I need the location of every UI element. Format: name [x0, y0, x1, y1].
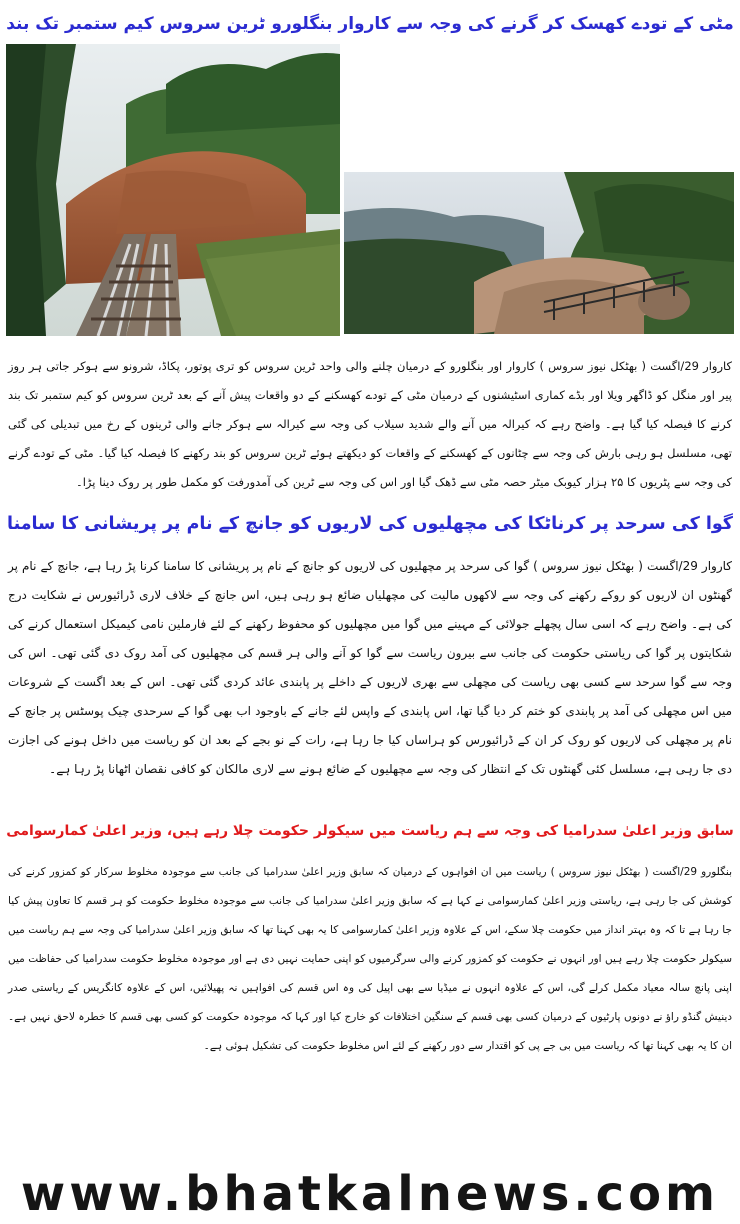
story1-body: کاروار 29/اگست ( بھٹکل نیوز سروس ) کاروار اور بنگلورو کے درمیان چلنے والی واحد ٹرین سروس کو تری پوتور، پکاڈ، شرونو سے ہوکر جاتی ہر روز پیر اور منگل کو ڈاگھر ویلا اور بڈے کماری اسٹیشنوں کے درمیان مٹی کے تودے کھسکنے کے دو واقعات پیش آنے کے بعد ٹرین سروس کو کیم ستمبر تک بند کرنے کا فیصلہ کیا گیا ہے۔ واضح رہے کہ کیرالہ میں آنے والے شدید سیلاب کی وجہ سے کیرالہ سے ہوکر جانے والی ٹرینوں کے رخ میں تبدیلی کی گئی تھی، مسلسل ہو رہی بارش کی وجہ سے چٹانوں کے کھسکنے کے واقعات کو دیکھتے ہوئے ٹرین سروس کو بند رکھنے کا فیصلہ کیا گیا۔ مٹی کے تودے گرنے کی وجہ سے پٹریوں کا ۲۵ ہزار کیوبک میٹر حصہ مٹی سے ڈھک گیا اور اس کی وجہ سے ٹرین کی آمدورفت کو مکمل طور پر روک دینا پڑا۔ — [8, 359, 732, 489]
story3-headline: سابق وزیر اعلیٰ سدرامیا کی وجہ سے ہم ریاست میں سیکولر حکومت چلا رہے ہیں، وزیر اعلیٰ کمارسوامی — [6, 823, 734, 839]
story1-headline: مٹی کے تودے کھسک کر گرنے کی وجہ سے کاروار بنگلورو ٹرین سروس کیم ستمبر تک بند — [6, 14, 734, 34]
website-url[interactable]: www.bhatkalnews.com — [20, 1166, 720, 1222]
story2-body: کاروار 29/اگست ( بھٹکل نیوز سروس ) گوا کی سرحد پر مچھلیوں کی لاریوں کو جانچ کے نام پر پریشانی کا سامنا کرنا پڑ رہا ہے، جانچ کے نام پر گھنٹوں ان لاریوں کو روکے رکھنے کی وجہ سے لاکھوں مالیت کی مچھلیاں ضائع ہو رہی ہیں، اس جانچ کے خلاف لاری ڈرائیورس نے شکایت درج کی ہے۔ واضح رہے کہ اسی سال پچھلے جولائی کے مہینے میں گوا میں مچھلیوں کو محفوظ رکھنے کے لئے فارملین نامی کیمیکل استعمال کرنے کی شکایتوں پر گوا کی ریاستی حکومت کی جانب سے بیرون ریاست سے گوا کو آنے والی ہر قسم کی مچھلیوں کی آمد روک دی گئی تھی۔ اس کی وجہ سے گوا سرحد سے کسی بھی ریاست کی مچھلی سے بھری لاریوں کے داخلے پر پابندی عائد کردی گئی تھی۔ اس کے بعد اگست کے شروعات میں اس مچھلی کی آمد پر پابندی کو ختم کر دیا گیا تھا، اس پابندی کے واپس لئے جانے کے باوجود اب بھی گوا کے سرحدی چیک پوسٹس پر جانچ کے نام پر مچھلی کی لاریوں کو روک کر ان کے ڈرائیورس کو ہراساں کیا جا رہا ہے، رات کے نو بجے کے بعد ان کو ریاست میں داخل ہونے کی اجازت دی جا رہی ہے، مسلسل کئی گھنٹوں تک کے انتظار کی وجہ سے مچھلیوں کے ضائع ہونے سے لاری مالکان کو کافی نقصان اٹھانا پڑ رہا ہے۔ — [8, 559, 732, 776]
landslide-bridge-photo — [344, 172, 734, 334]
story3-body: بنگلورو 29/اگست ( بھٹکل نیوز سروس ) ریاست میں ان افواہوں کے درمیان کہ سابق وزیر اعلیٰ سدرامیا کی جانب سے موجودہ مخلوط سرکار کو کمزور کرنے کی کوشش کی جا رہی ہے، ریاستی وزیر اعلیٰ کمارسوامی نے کہا ہے کہ سابق وزیر اعلیٰ سدرامیا کی جانب سے موجودہ مخلوط حکومت کو ہر قسم کا تعاون پیش کیا جا رہا ہے تا کہ وہ بہتر انداز میں حکومت چلا سکے، اس کے علاوہ وزیر اعلیٰ کمارسوامی کا یہ بھی کہنا تھا کہ سابق وزیر اعلیٰ سدرامیا کی وجہ سے ہم ریاست میں سیکولر حکومت چلا رہے ہیں اور انہوں نے حکومت کو کمزور کرنے والی سرگرمیوں کو اپنی حمایت نہیں دی ہے اور موجودہ مخلوط حکومت سدرامیا کی حفاظت میں اپنی پانچ سالہ معیاد مکمل کرلے گی، اس کے علاوہ انہوں نے میڈیا سے بھی اپیل کی وہ اس قسم کی افواہیں نہ پھیلائیں، اس کے علاوہ کانگریس کے ریاستی صدر دینیش گنڈو راؤ نے دونوں پارٹیوں کے درمیان کسی بھی قسم کے سنگین اختلافات کو خارج کیا اور کہا کہ موجودہ حکومت کو کسی بھی قسم کا خطرہ لاحق نہیں ہے۔ ان کا یہ بھی کہنا تھا کہ ریاست میں بی جے پی کو اقتدار سے دور رکھنے کے لئے اس مخلوط حکومت کی تشکیل ہوئی ہے۔ — [8, 866, 732, 1052]
story2-headline: گوا کی سرحد پر کرناٹکا کی مچھلیوں کی لاریوں کو جانچ کے نام پر پریشانی کا سامنا — [7, 514, 733, 534]
landslide-railway-photo — [6, 44, 340, 336]
